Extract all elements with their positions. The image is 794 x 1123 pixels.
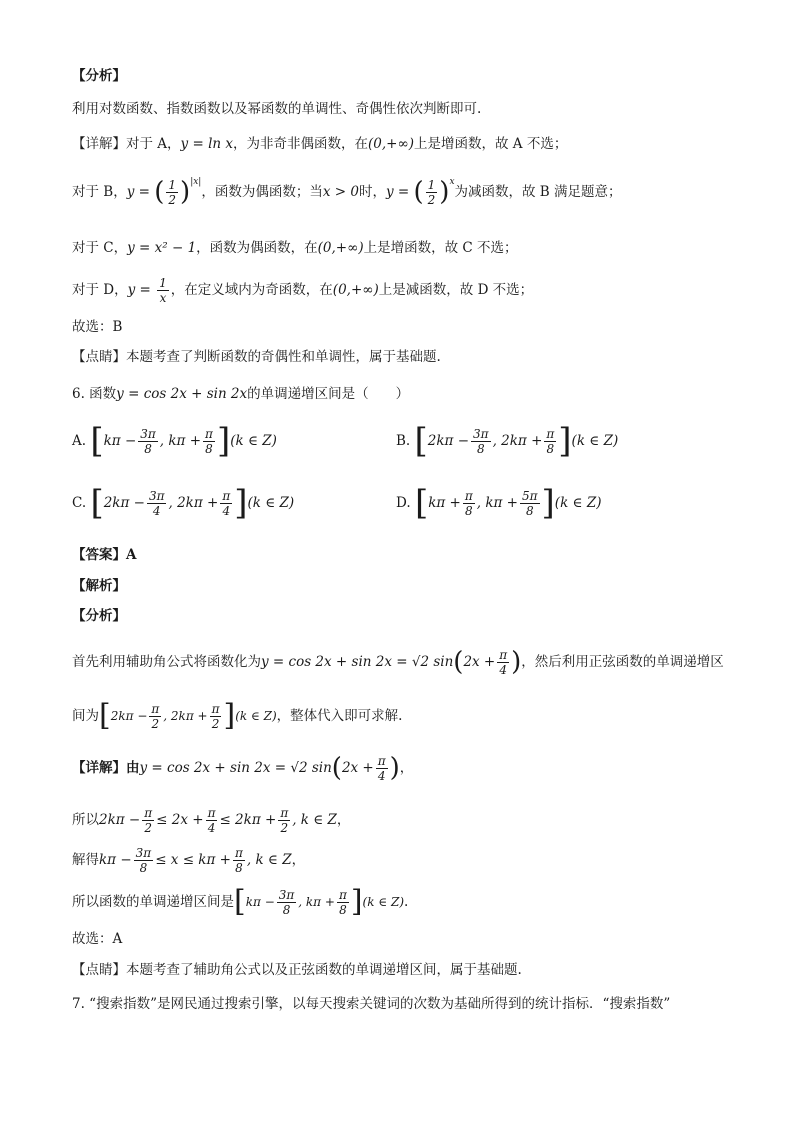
detail-option-a: 【详解】对于 A， y = ln x ，为非奇非偶函数，在 (0,+∞) 上是增函数，故 A 不选； — [72, 136, 568, 152]
option-a[interactable]: A. [ kπ − $\frac{3\pi}{8}$ , kπ + $\frac{\pi}{8}$ ] (k ∈ Z) — [72, 421, 277, 461]
option-c[interactable]: C. [ 2kπ − $\frac{3\pi}{4}$ , 2kπ + $\frac{\pi}{4}$ ] (k ∈ Z) — [72, 483, 295, 523]
step-1: 所以 2kπ − $\frac{\pi}{2}$ ≤ 2x + $\frac{\pi}{4}$ ≤ 2kπ + $\frac{\pi}{2}$ , k ∈ Z ， — [72, 805, 351, 835]
explain-label: 【解析】 — [72, 578, 126, 594]
detail-option-c: 对于 C， y = x² − 1 ，函数为偶函数，在 (0,+∞) 上是增函数，故 C 不选； — [72, 240, 518, 256]
answer-line: 【答案】A — [72, 547, 137, 563]
choice-line: 故选：B — [72, 319, 123, 335]
choice-line-q6: 故选：A — [72, 931, 123, 947]
detail-line-q6: 【详解】由 y = cos 2x + sin 2x = √2 sin ( 2x + $\frac{\pi}{4}$ ) ， — [72, 753, 414, 783]
analysis-line-1: 首先利用辅助角公式将函数化为 y = cos 2x + sin 2x = √2 sin ( 2x + $\frac{\pi}{4}$ ) ，然后利用正弦函数的单调递增区 — [72, 647, 724, 677]
analysis-label-q6: 【分析】 — [72, 608, 126, 624]
detail-option-d: 对于 D， y = $\frac{1}{x}$ ，在定义域内为奇函数，在 (0,+∞) 上是减函数，故 D 不选； — [72, 275, 534, 305]
question-7-stem: 7. “搜索指数”是网民通过搜索引擎，以每天搜索关键词的次数为基础所得到的统计指标．“搜索指数” — [72, 996, 671, 1012]
step-3: 所以函数的单调递增区间是 [ kπ − $\frac{3\pi}{8}$ , kπ + $\frac{\pi}{8}$ ] (k ∈ Z) . — [72, 884, 409, 919]
comment-line-q6: 【点睛】本题考查了辅助角公式以及正弦函数的单调递增区间，属于基础题. — [72, 962, 522, 978]
analysis-text: 利用对数函数、指数函数以及幂函数的单调性、奇偶性依次判断即可. — [72, 101, 482, 117]
detail-option-b: 对于 B， y = ( $\frac{1}{2}$ ) $^{|x|}$ ，函数为偶函数；当 x > 0 时， y = ( $\frac{1}{2}$ ) $^x$ 为减函数，故 B 满足题意； — [72, 177, 622, 207]
comment-line: 【点睛】本题考查了判断函数的奇偶性和单调性，属于基础题. — [72, 349, 441, 365]
step-2: 解得 kπ − $\frac{3\pi}{8}$ ≤ x ≤ kπ + $\frac{\pi}{8}$ , k ∈ Z ， — [72, 845, 306, 875]
option-d[interactable]: D. [ kπ + $\frac{\pi}{8}$ , kπ + $\frac{5\pi}{8}$ ] (k ∈ Z) — [396, 483, 602, 523]
analysis-line-2: 间为 [ 2kπ − $\frac{\pi}{2}$ , 2kπ + $\frac{\pi}{2}$ ] (k ∈ Z) ，整体代入即可求解. — [72, 698, 403, 733]
option-b[interactable]: B. [ 2kπ − $\frac{3\pi}{8}$ , 2kπ + $\frac{\pi}{8}$ ] (k ∈ Z) — [396, 421, 619, 461]
question-6-stem: 6. 函数 y = cos 2x + sin 2x 的单调递增区间是（ ） — [72, 386, 410, 402]
analysis-label: 【分析】 — [72, 68, 126, 84]
